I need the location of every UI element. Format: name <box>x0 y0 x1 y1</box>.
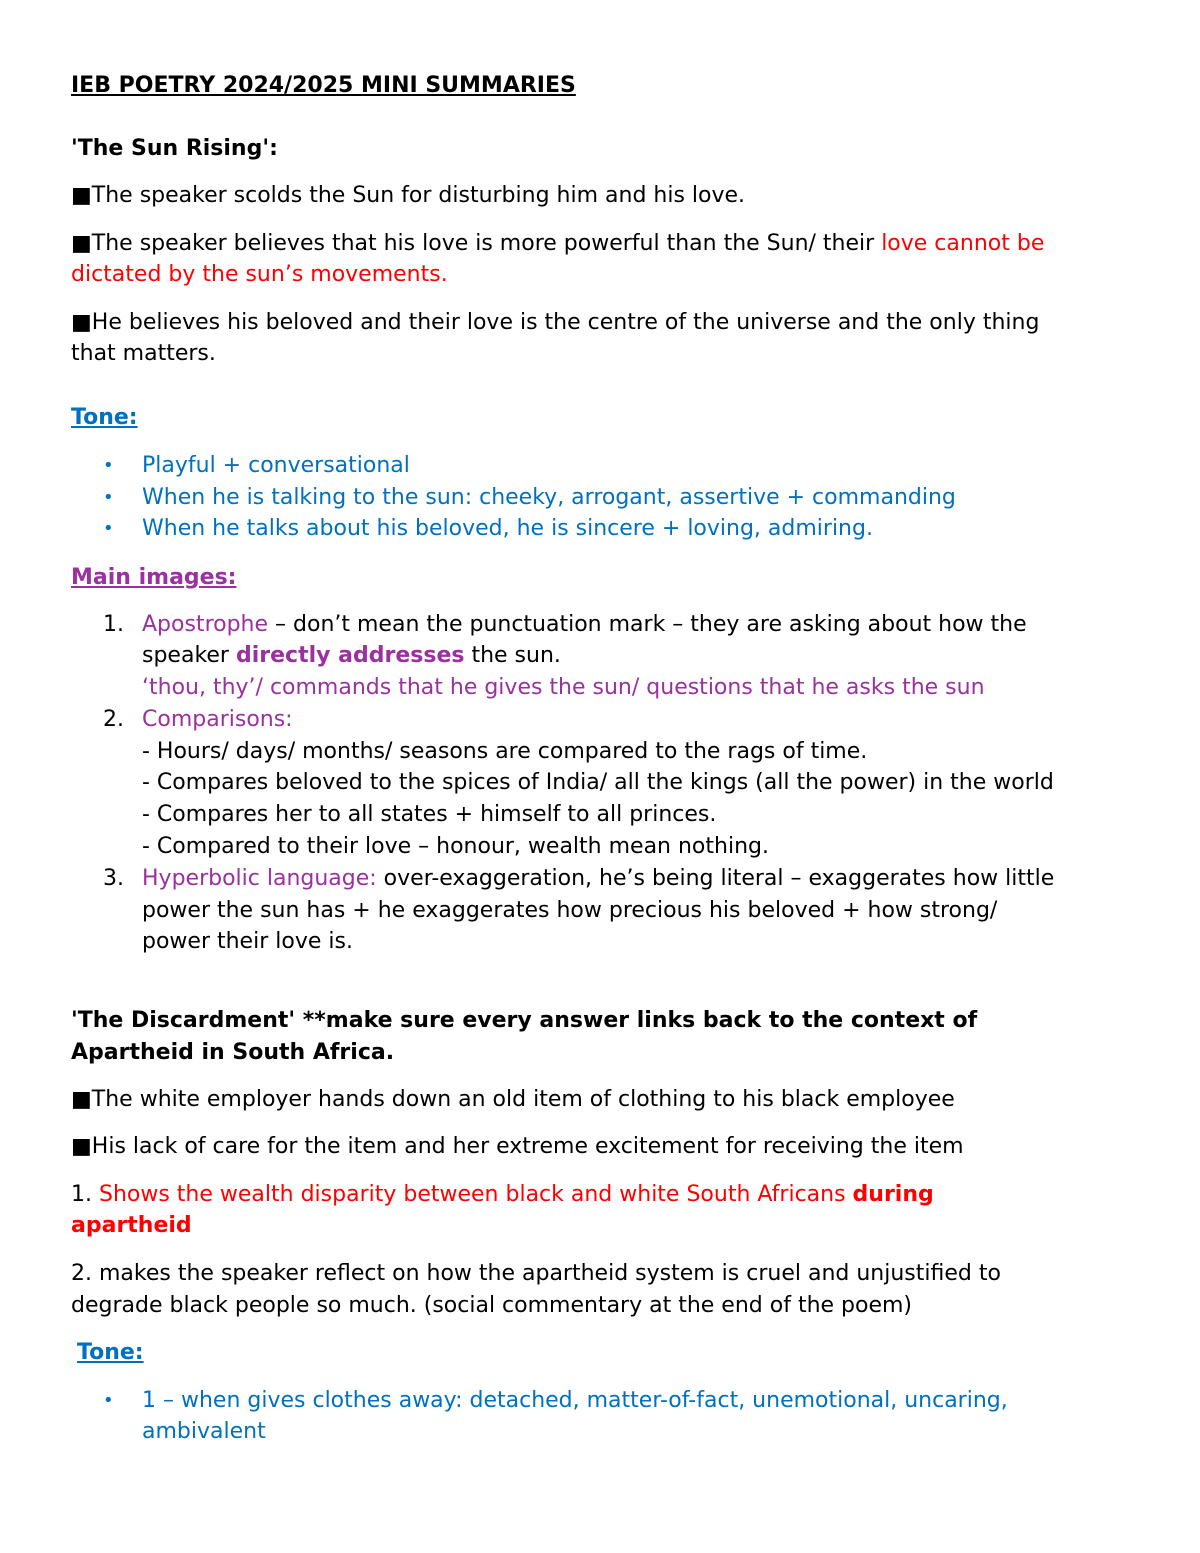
comparisons-label: Comparisons: <box>142 707 293 732</box>
comparison-item: - Compares beloved to the spices of India/ all the kings (all the power) in the world <box>142 770 1054 795</box>
apostrophe-text-b1: speaker <box>142 643 236 668</box>
discardment-numbered-1-cont: apartheid <box>71 1213 192 1238</box>
hyperbolic-label: Hyperbolic language: <box>142 866 377 891</box>
comparison-item: - Compared to their love – honour, wealth mean nothing. <box>142 834 769 859</box>
comparison-item: - Compares her to all states + himself to all princes. <box>142 802 717 827</box>
discardment-numbered-1 <box>71 1182 934 1208</box>
sun-rising-point-2-cont: dictated by the sun’s movements. <box>71 262 448 287</box>
discardment-tone-item-1-cont: ambivalent <box>142 1419 266 1444</box>
discardment-point-1: ■The white employer hands down an old item of clothing to his black employee <box>71 1087 955 1112</box>
list-number: 3. <box>103 866 124 891</box>
sun-rising-point-2 <box>71 231 1044 257</box>
tone-item-1: Playful + conversational <box>142 453 410 478</box>
bullet-icon: • <box>103 455 114 476</box>
discardment-point-2: ■His lack of care for the item and her extreme excitement for receiving the item <box>71 1134 964 1159</box>
list-number: 1. <box>103 612 124 637</box>
sun-rising-point-1: ■The speaker scolds the Sun for disturbing him and his love. <box>71 183 746 208</box>
discardment-numbered-2-cont: degrade black people so much. (social commentary at the end of the poem) <box>71 1293 913 1318</box>
point-2-text: ■The speaker believes that his love is more powerful than the Sun/ their <box>71 231 882 256</box>
image-3-line-2: power the sun has + he exaggerates how precious his beloved + how strong/ <box>142 898 998 923</box>
apostrophe-text: – don’t mean the punctuation mark – they are asking about how the <box>268 612 1027 637</box>
hyperbolic-text: over-exaggeration, he’s being literal – exaggerates how little <box>376 866 1055 891</box>
directly-addresses-highlight: directly addresses <box>235 643 465 668</box>
image-3-line-1 <box>142 866 1054 892</box>
image-1-line-1 <box>142 612 1027 638</box>
document-title: IEB POETRY 2024/2025 MINI SUMMARIES <box>71 73 576 98</box>
apostrophe-text-b3: the sun. <box>464 643 561 668</box>
main-images-heading: Main images: <box>71 565 237 590</box>
sun-rising-heading: 'The Sun Rising': <box>71 136 278 161</box>
numbered-1-bold: during <box>852 1182 934 1207</box>
image-3-line-3: power their love is. <box>142 929 353 954</box>
discardment-tone-item-1: 1 – when gives clothes away: detached, matter-of-fact, unemotional, uncaring, <box>142 1388 1008 1413</box>
point-2-highlight: love cannot be <box>881 231 1045 256</box>
sun-rising-point-3-cont: that matters. <box>71 341 216 366</box>
bullet-icon: • <box>103 518 114 539</box>
discardment-numbered-2: 2. makes the speaker reflect on how the apartheid system is cruel and unjustified to <box>71 1261 1001 1286</box>
tone-item-2: When he is talking to the sun: cheeky, arrogant, assertive + commanding <box>142 485 956 510</box>
sun-rising-point-3: ■He believes his beloved and their love is the centre of the universe and the only thing <box>71 310 1040 335</box>
numbered-1-text: Shows the wealth disparity between black and white South Africans <box>98 1182 853 1207</box>
bullet-icon: • <box>103 487 114 508</box>
list-number: 2. <box>103 707 124 732</box>
image-1-line-2 <box>142 643 561 669</box>
comparison-item: - Hours/ days/ months/ seasons are compared to the rags of time. <box>142 739 868 764</box>
discardment-tone-heading: Tone: <box>77 1340 144 1365</box>
bullet-icon: • <box>103 1390 114 1411</box>
discardment-heading: 'The Discardment' **make sure every answer links back to the context of <box>71 1008 978 1033</box>
image-1-line-3: ‘thou, thy’/ commands that he gives the sun/ questions that he asks the sun <box>142 675 985 700</box>
tone-item-3: When he talks about his beloved, he is sincere + loving, admiring. <box>142 516 873 541</box>
apostrophe-label: Apostrophe <box>142 612 269 637</box>
sun-rising-tone-heading: Tone: <box>71 405 138 430</box>
numbered-1-num: 1. <box>71 1182 99 1207</box>
discardment-heading-cont: Apartheid in South Africa. <box>71 1040 395 1065</box>
